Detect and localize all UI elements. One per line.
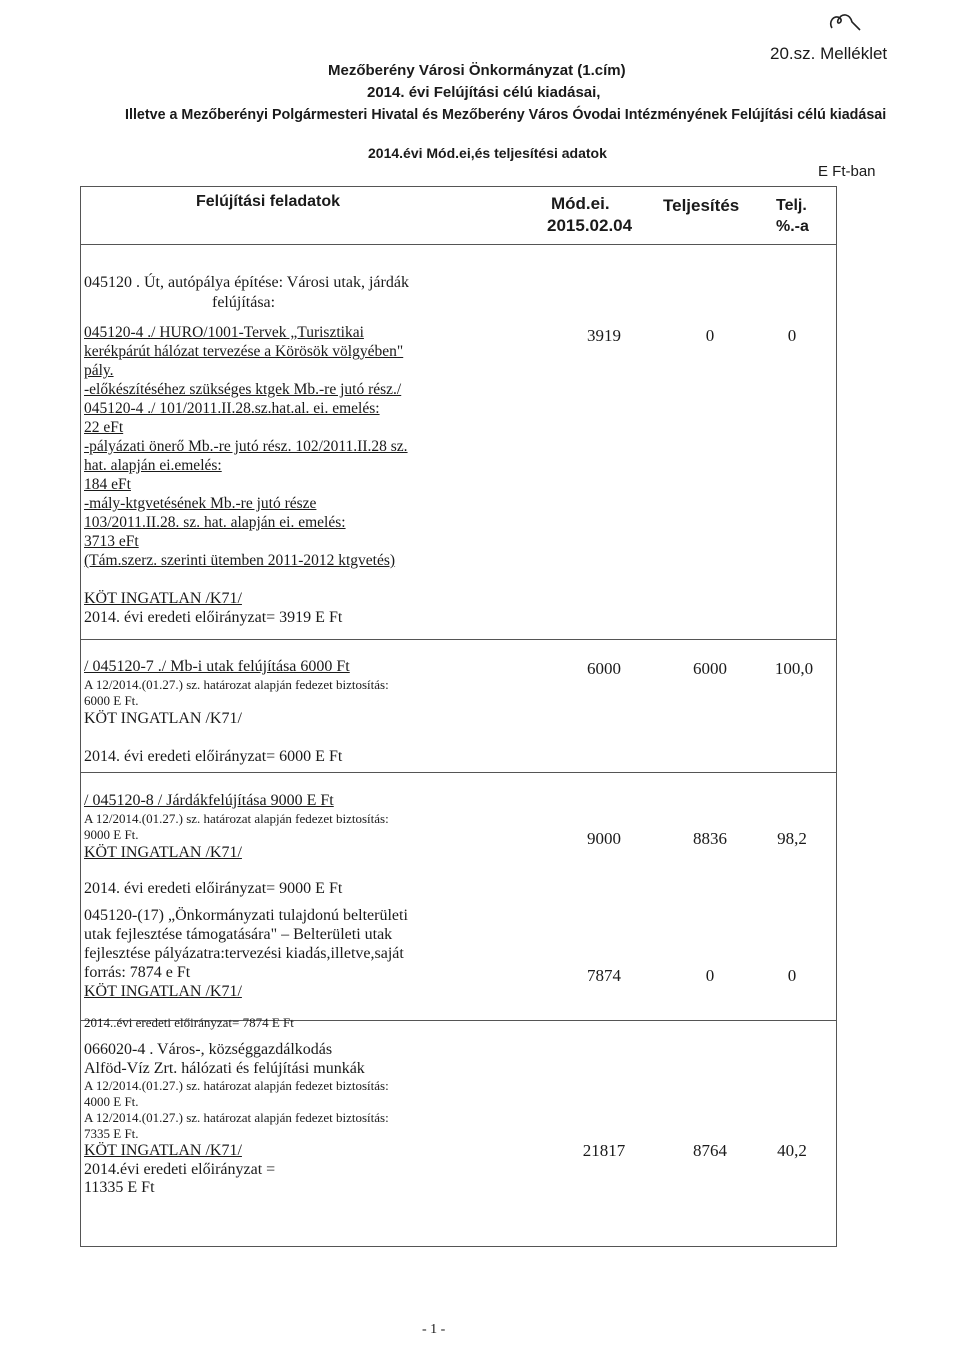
table-header-rule	[80, 244, 837, 245]
row-4-line: forrás: 7874 e Ft	[84, 964, 191, 981]
row-5-line: KÖT INGATLAN /K71/	[84, 1142, 242, 1159]
row-3-line: 2014. évi eredeti előirányzat= 9000 E Ft	[84, 880, 343, 897]
row-rule-2	[80, 772, 837, 773]
row-1-line: 045120-4 ./ 101/2011.II.28.sz.hat.al. ei. emelés:	[84, 400, 380, 417]
table-top-rule	[80, 186, 837, 187]
table-bottom-rule	[80, 1246, 837, 1247]
row-5-line: A 12/2014.(01.27.) sz. határozat alapján fedezet biztosítás:	[84, 1078, 389, 1093]
header-tasks: Felújítási feladatok	[196, 193, 341, 210]
row-2-spacer	[84, 729, 389, 747]
unit-label: E Ft-ban	[818, 163, 876, 180]
annex-label: 20.sz. Melléklet	[770, 44, 888, 63]
row-1-line: kerékpárút hálózat tervezése a Körösök völgyében"	[84, 343, 404, 360]
row-5-pct-value: 40,2	[777, 1141, 807, 1160]
row-1-line: 103/2011.II.28. sz. hat. alapján ei. emelés:	[84, 514, 346, 531]
table-left-rule	[80, 186, 81, 1246]
row-1-spacer	[84, 570, 408, 589]
row-3-line: 9000 E Ft.	[84, 827, 139, 842]
page-number-mark: - 1 -	[422, 1322, 446, 1337]
row-4-line: 045120-(17) „Önkormányzati tulajdonú belterületi	[84, 907, 408, 924]
row-4-spacer	[84, 1001, 408, 1015]
row-3-perf-value: 8836	[693, 829, 727, 848]
row-4-perf-value: 0	[705, 966, 715, 985]
title-institutions: Illetve a Mezőberényi Polgármesteri Hivatal és Mezőberény Város Óvodai Intézményének Felújítási célú kiadásai	[125, 107, 887, 123]
row-1-line: -mály-ktgvetésének Mb.-re jutó része	[84, 495, 317, 512]
row-4-line: fejlesztése pályázatra:tervezési kiadás,illetve,saját	[84, 945, 404, 962]
row-1-line: 2014. évi eredeti előirányzat= 3919 E Ft	[84, 609, 343, 626]
row-4-line: utak fejlesztése támogatására" – Belterületi utak	[84, 926, 393, 943]
row-5-perf-value: 8764	[693, 1141, 727, 1160]
row-5-line: 2014.évi eredeti előirányzat =	[84, 1160, 276, 1178]
row-4-line: 2014..évi eredeti előirányzat= 7874 E Ft	[84, 1015, 294, 1030]
header-performance: Teljesítés	[663, 196, 740, 215]
row-4-line: KÖT INGATLAN /K71/	[84, 983, 242, 1000]
header-pct-2: %.-a	[776, 218, 809, 235]
row-5-description	[84, 1041, 389, 1198]
row-1-line: 22 eFt	[84, 419, 124, 436]
row-2-pct-value: 100,0	[774, 659, 814, 678]
section-title: 045120 . Út, autópálya építése: Városi utak, járdák	[84, 274, 409, 291]
row-1-description	[84, 323, 408, 627]
row-5-line: 11335 E Ft	[84, 1179, 155, 1196]
row-3-line: A 12/2014.(01.27.) sz. határozat alapján fedezet biztosítás:	[84, 811, 389, 826]
row-1-pct-value: 0	[787, 326, 797, 345]
row-1-perf-value: 0	[705, 326, 715, 345]
row-1-mod-value: 3919	[587, 326, 621, 345]
row-2-line: KÖT INGATLAN /K71/	[84, 710, 242, 727]
section-title-cont: felújítása:	[212, 294, 276, 311]
row-3-line: KÖT INGATLAN /K71/	[84, 844, 242, 861]
row-5-line: Alföd-Víz Zrt. hálózati és felújítási munkák	[84, 1059, 365, 1077]
row-1-line: -előkészítéséhez szükséges ktgek Mb.-re jutó rész./	[84, 381, 402, 398]
row-4-pct-value: 0	[787, 966, 797, 985]
row-5-mod-value: 21817	[582, 1141, 626, 1160]
row-3-spacer	[84, 863, 389, 879]
row-1-line: 045120-4 ./ HURO/1001-Tervek „Turisztikai	[84, 324, 364, 341]
row-3-description	[84, 791, 389, 899]
row-5-line: 7335 E Ft.	[84, 1126, 139, 1141]
row-4-description	[84, 906, 408, 1031]
header-mod-date: 2015.02.04	[547, 216, 633, 235]
row-2-line: / 045120-7 ./ Mb-i utak felújítása 6000 Ft	[84, 658, 350, 675]
row-1-line: 3713 eFt	[84, 533, 139, 550]
row-1-line: KÖT INGATLAN /K71/	[84, 590, 242, 607]
row-2-mod-value: 6000	[587, 659, 621, 678]
header-mod-ei: Mód.ei.	[551, 194, 610, 213]
row-rule-1	[80, 639, 837, 640]
row-5-line: A 12/2014.(01.27.) sz. határozat alapján fedezet biztosítás:	[84, 1110, 389, 1125]
row-5-line: 4000 E Ft.	[84, 1094, 139, 1109]
row-2-line: 6000 E Ft.	[84, 693, 139, 708]
row-2-line: 2014. évi eredeti előirányzat= 6000 E Ft	[84, 748, 343, 765]
row-3-mod-value: 9000	[587, 829, 621, 848]
row-5-line: 066020-4 . Város-, községgazdálkodás	[84, 1041, 333, 1058]
row-3-pct-value: 98,2	[777, 829, 807, 848]
row-2-line: A 12/2014.(01.27.) sz. határozat alapján fedezet biztosítás:	[84, 677, 389, 692]
row-2-perf-value: 6000	[693, 659, 727, 678]
subtitle: 2014.évi Mód.ei,és teljesítési adatok	[368, 145, 607, 161]
title-municipality: Mezőberény Városi Önkormányzat (1.cím)	[328, 62, 626, 79]
row-1-line: 184 eFt	[84, 476, 131, 493]
row-1-line: pály.	[84, 362, 114, 379]
row-3-line: / 045120-8 / Járdákfelújítása 9000 E Ft	[84, 792, 334, 809]
row-4-mod-value: 7874	[587, 966, 621, 985]
row-1-line: (Tám.szerz. szerinti ütemben 2011-2012 ktgvetés)	[84, 552, 396, 569]
handwritten-signature-mark	[826, 4, 876, 38]
row-1-line: -pályázati önerő Mb.-re jutó rész. 102/2011.II.28 sz.	[84, 438, 408, 455]
title-year: 2014. évi Felújítási célú kiadásai,	[367, 84, 601, 101]
header-pct-1: Telj.	[776, 197, 807, 214]
row-2-description	[84, 657, 389, 767]
row-1-line: hat. alapján ei.emelés:	[84, 457, 222, 474]
